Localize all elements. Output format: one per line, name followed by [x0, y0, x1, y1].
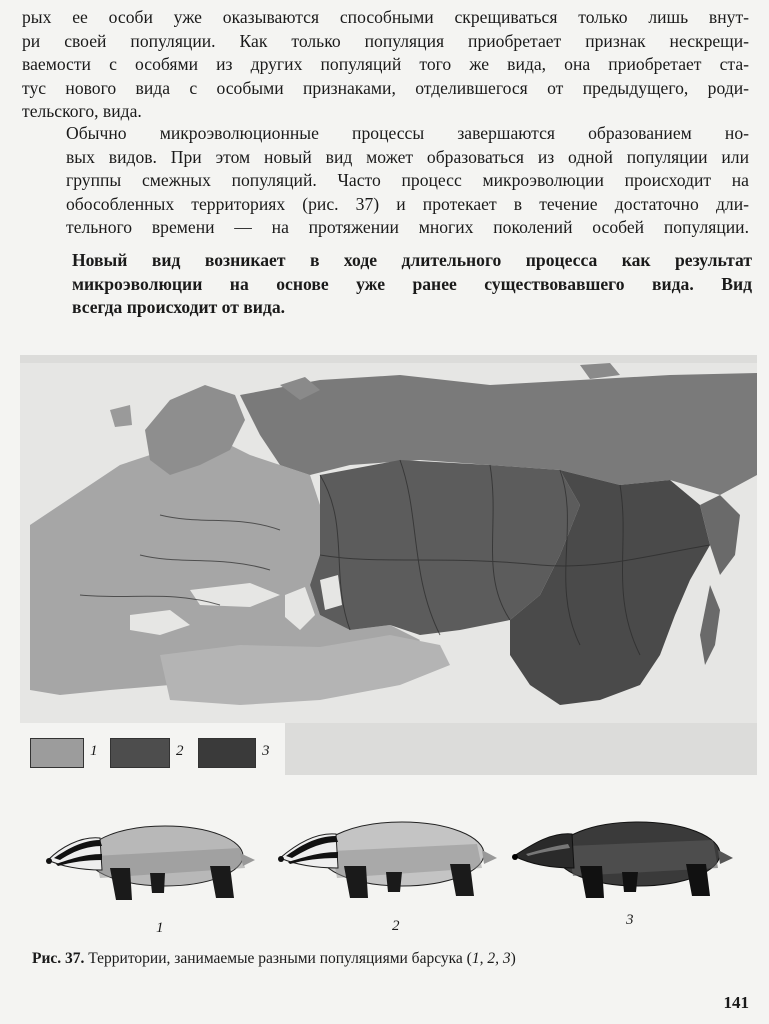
badger-illustration-2 — [272, 806, 502, 906]
range-map — [20, 355, 757, 775]
legend-swatch-3 — [198, 738, 256, 768]
text-line: обособленных территориях (рис. 37) и протекает в течение достаточно дли- — [66, 193, 749, 214]
badger-illustration-1 — [40, 808, 260, 908]
legend-swatch-2 — [110, 738, 170, 768]
figure-caption — [32, 950, 516, 968]
paragraph-1 — [22, 6, 749, 124]
caption-end: ) — [510, 950, 516, 967]
page-number: 141 — [723, 993, 749, 1012]
badger-illustration-3 — [508, 806, 738, 906]
caption-numbers: 1, 2, 3 — [471, 950, 511, 967]
text-line: вых видов. При этом новый вид может образоваться из одной популяции или — [66, 146, 749, 167]
badger-label-3: 3 — [626, 912, 634, 928]
caption-text: Территории, занимаемые разными популяциями барсука ( — [84, 950, 472, 967]
badger-label-1: 1 — [156, 920, 164, 936]
legend-label-3: 3 — [262, 743, 270, 759]
text-line: микроэволюции на основе уже ранее существовавшего вида. Вид — [72, 273, 752, 294]
badger-label-2: 2 — [392, 918, 400, 934]
legend-label-2: 2 — [176, 743, 184, 759]
text-line: тельного времени — на протяжении многих поколений особей популяции. — [66, 217, 749, 238]
key-statement — [72, 249, 752, 320]
text-line: Новый вид возникает в ходе длительного процесса как результат — [72, 250, 752, 270]
text-line: Обычно микроэволюционные процессы завершаются образованием но- — [66, 123, 749, 143]
paragraph-2 — [22, 122, 749, 240]
eurasia-map — [20, 355, 757, 775]
text-line: ваемости с особями из других популяций того же вида, она приобретает ста- — [22, 54, 749, 75]
text-line: тельского, вида. — [22, 101, 142, 122]
text-line: тус нового вида с особыми признаками, отделившегося от предыдущего, роди- — [22, 77, 749, 98]
legend-swatch-1 — [30, 738, 84, 768]
text-line: ри своей популяции. Как только популяция приобретает признак нескрещи- — [22, 30, 749, 51]
text-line: всегда происходит от вида. — [72, 297, 286, 317]
text-line: рых ее особи уже оказываются способными скрещиваться только лишь внут- — [22, 7, 749, 27]
text-line: группы смежных популяций. Часто процесс микроэволюции происходит на — [66, 170, 749, 191]
caption-label: Рис. 37. — [32, 950, 85, 967]
legend-label-1: 1 — [90, 743, 98, 759]
